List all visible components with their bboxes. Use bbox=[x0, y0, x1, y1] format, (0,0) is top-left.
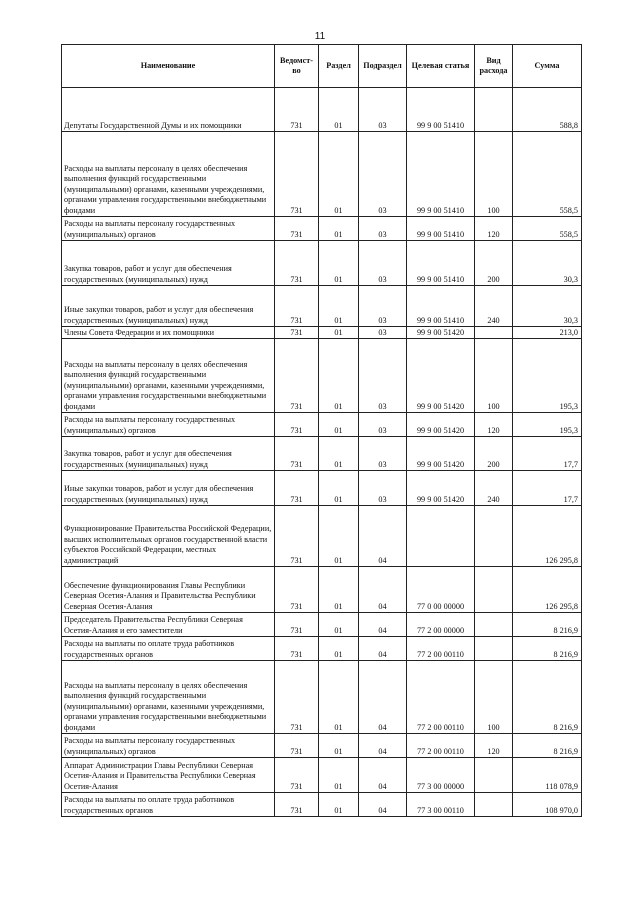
header-subsection: Подраздел bbox=[359, 45, 407, 88]
row-name: Аппарат Администрации Главы Республики Северная Осетия-Алания и Правительства Республики Северная Осетия-Алания bbox=[62, 758, 275, 793]
row-subsection: 03 bbox=[359, 132, 407, 217]
row-section: 01 bbox=[319, 241, 359, 286]
header-amount: Сумма bbox=[513, 45, 582, 88]
row-expense-type: 200 bbox=[475, 241, 513, 286]
row-section: 01 bbox=[319, 637, 359, 661]
row-subsection: 03 bbox=[359, 471, 407, 506]
row-subsection: 04 bbox=[359, 613, 407, 637]
table-row bbox=[62, 661, 582, 734]
row-subsection: 03 bbox=[359, 286, 407, 327]
row-expense-type: 100 bbox=[475, 132, 513, 217]
row-target-article: 99 9 00 51420 bbox=[407, 437, 475, 471]
row-subsection: 04 bbox=[359, 637, 407, 661]
header-target-article: Целевая статья bbox=[407, 45, 475, 88]
row-amount: 118 078,9 bbox=[513, 758, 582, 793]
table-row bbox=[62, 217, 582, 241]
row-target-article: 99 9 00 51420 bbox=[407, 327, 475, 339]
row-department: 731 bbox=[275, 567, 319, 613]
table-row bbox=[62, 413, 582, 437]
row-subsection: 04 bbox=[359, 758, 407, 793]
row-section: 01 bbox=[319, 506, 359, 567]
row-department: 731 bbox=[275, 437, 319, 471]
row-subsection: 04 bbox=[359, 506, 407, 567]
row-expense-type bbox=[475, 88, 513, 132]
row-amount: 8 216,9 bbox=[513, 734, 582, 758]
row-target-article: 99 9 00 51410 bbox=[407, 88, 475, 132]
row-amount: 213,0 bbox=[513, 327, 582, 339]
header-section: Раздел bbox=[319, 45, 359, 88]
row-amount: 558,5 bbox=[513, 217, 582, 241]
row-amount: 8 216,9 bbox=[513, 613, 582, 637]
row-name: Расходы на выплаты по оплате труда работников государственных органов bbox=[62, 637, 275, 661]
row-expense-type bbox=[475, 793, 513, 817]
row-target-article: 99 9 00 51410 bbox=[407, 286, 475, 327]
budget-table bbox=[61, 44, 582, 817]
row-amount: 30,3 bbox=[513, 241, 582, 286]
row-name: Расходы на выплаты персоналу в целях обеспечения выполнения функций государственными (муниципальными) органами, казенными учреждениями, органами управления государственными внебюджетными фондами bbox=[62, 661, 275, 734]
row-expense-type bbox=[475, 567, 513, 613]
row-section: 01 bbox=[319, 661, 359, 734]
row-department: 731 bbox=[275, 217, 319, 241]
row-subsection: 04 bbox=[359, 793, 407, 817]
row-amount: 126 295,8 bbox=[513, 506, 582, 567]
row-target-article: 99 9 00 51410 bbox=[407, 217, 475, 241]
row-department: 731 bbox=[275, 286, 319, 327]
row-name: Члены Совета Федерации и их помощники bbox=[62, 327, 275, 339]
row-section: 01 bbox=[319, 471, 359, 506]
row-name: Депутаты Государственной Думы и их помощники bbox=[62, 88, 275, 132]
row-department: 731 bbox=[275, 793, 319, 817]
row-amount: 195,3 bbox=[513, 413, 582, 437]
row-expense-type bbox=[475, 637, 513, 661]
row-expense-type: 120 bbox=[475, 217, 513, 241]
row-expense-type: 240 bbox=[475, 471, 513, 506]
row-section: 01 bbox=[319, 132, 359, 217]
row-department: 731 bbox=[275, 132, 319, 217]
row-department: 731 bbox=[275, 471, 319, 506]
table-row bbox=[62, 241, 582, 286]
row-name: Расходы на выплаты персоналу государственных (муниципальных) органов bbox=[62, 413, 275, 437]
row-name: Функционирование Правительства Российской Федерации, высших исполнительных органов государственной власти субъектов Российской Федерации, местных администраций bbox=[62, 506, 275, 567]
table-header-row bbox=[62, 45, 582, 88]
row-target-article: 99 9 00 51410 bbox=[407, 241, 475, 286]
table-body bbox=[62, 88, 582, 817]
row-name: Расходы на выплаты персоналу в целях обеспечения выполнения функций государственными (муниципальными) органами, казенными учреждениями, органами управления государственными внебюджетными фондами bbox=[62, 132, 275, 217]
row-name: Расходы на выплаты персоналу государственных (муниципальных) органов bbox=[62, 734, 275, 758]
row-expense-type: 120 bbox=[475, 734, 513, 758]
header-expense-type: Вид расхода bbox=[475, 45, 513, 88]
row-expense-type: 100 bbox=[475, 339, 513, 413]
row-target-article: 77 2 00 00110 bbox=[407, 661, 475, 734]
row-subsection: 03 bbox=[359, 88, 407, 132]
row-amount: 108 970,0 bbox=[513, 793, 582, 817]
row-department: 731 bbox=[275, 506, 319, 567]
row-section: 01 bbox=[319, 286, 359, 327]
row-section: 01 bbox=[319, 327, 359, 339]
row-name: Расходы на выплаты по оплате труда работников государственных органов bbox=[62, 793, 275, 817]
row-amount: 558,5 bbox=[513, 132, 582, 217]
row-department: 731 bbox=[275, 661, 319, 734]
row-expense-type: 200 bbox=[475, 437, 513, 471]
table-row bbox=[62, 506, 582, 567]
row-department: 731 bbox=[275, 413, 319, 437]
row-name: Иные закупки товаров, работ и услуг для обеспечения государственных (муниципальных) нужд bbox=[62, 286, 275, 327]
row-section: 01 bbox=[319, 88, 359, 132]
row-expense-type: 240 bbox=[475, 286, 513, 327]
table-row bbox=[62, 637, 582, 661]
row-subsection: 03 bbox=[359, 217, 407, 241]
row-target-article: 77 2 00 00110 bbox=[407, 734, 475, 758]
row-subsection: 03 bbox=[359, 327, 407, 339]
row-target-article: 99 9 00 51420 bbox=[407, 471, 475, 506]
row-subsection: 04 bbox=[359, 734, 407, 758]
row-section: 01 bbox=[319, 413, 359, 437]
row-target-article: 77 3 00 00000 bbox=[407, 758, 475, 793]
row-section: 01 bbox=[319, 437, 359, 471]
row-subsection: 03 bbox=[359, 339, 407, 413]
row-expense-type bbox=[475, 613, 513, 637]
header-department: Ведомст-во bbox=[275, 45, 319, 88]
table-row bbox=[62, 339, 582, 413]
row-name: Расходы на выплаты персоналу государственных (муниципальных) органов bbox=[62, 217, 275, 241]
page-number: 11 bbox=[314, 31, 326, 42]
table-row bbox=[62, 567, 582, 613]
row-section: 01 bbox=[319, 734, 359, 758]
row-department: 731 bbox=[275, 339, 319, 413]
row-amount: 30,3 bbox=[513, 286, 582, 327]
table-row bbox=[62, 437, 582, 471]
row-subsection: 04 bbox=[359, 567, 407, 613]
table-row bbox=[62, 286, 582, 327]
row-amount: 17,7 bbox=[513, 437, 582, 471]
table-row bbox=[62, 132, 582, 217]
row-department: 731 bbox=[275, 613, 319, 637]
row-department: 731 bbox=[275, 637, 319, 661]
row-target-article: 77 2 00 00110 bbox=[407, 637, 475, 661]
row-subsection: 04 bbox=[359, 661, 407, 734]
table-row bbox=[62, 758, 582, 793]
row-subsection: 03 bbox=[359, 413, 407, 437]
row-target-article: 99 9 00 51420 bbox=[407, 339, 475, 413]
row-target-article bbox=[407, 506, 475, 567]
table-row bbox=[62, 613, 582, 637]
header-name: Наименование bbox=[62, 45, 275, 88]
row-name: Иные закупки товаров, работ и услуг для обеспечения государственных (муниципальных) нужд bbox=[62, 471, 275, 506]
row-amount: 588,8 bbox=[513, 88, 582, 132]
table-row bbox=[62, 793, 582, 817]
row-target-article: 77 0 00 00000 bbox=[407, 567, 475, 613]
row-department: 731 bbox=[275, 758, 319, 793]
row-name: Закупка товаров, работ и услуг для обеспечения государственных (муниципальных) нужд bbox=[62, 437, 275, 471]
row-target-article: 99 9 00 51420 bbox=[407, 413, 475, 437]
row-department: 731 bbox=[275, 88, 319, 132]
row-expense-type bbox=[475, 758, 513, 793]
row-expense-type bbox=[475, 327, 513, 339]
row-section: 01 bbox=[319, 567, 359, 613]
row-name: Расходы на выплаты персоналу в целях обеспечения выполнения функций государственными (муниципальными) органами, казенными учреждениями, органами управления государственными внебюджетными фондами bbox=[62, 339, 275, 413]
row-section: 01 bbox=[319, 758, 359, 793]
row-amount: 17,7 bbox=[513, 471, 582, 506]
row-section: 01 bbox=[319, 217, 359, 241]
table-row bbox=[62, 88, 582, 132]
row-section: 01 bbox=[319, 613, 359, 637]
row-target-article: 99 9 00 51410 bbox=[407, 132, 475, 217]
row-subsection: 03 bbox=[359, 241, 407, 286]
row-department: 731 bbox=[275, 327, 319, 339]
row-name: Закупка товаров, работ и услуг для обеспечения государственных (муниципальных) нужд bbox=[62, 241, 275, 286]
row-section: 01 bbox=[319, 339, 359, 413]
row-amount: 8 216,9 bbox=[513, 637, 582, 661]
row-amount: 126 295,8 bbox=[513, 567, 582, 613]
table-row bbox=[62, 327, 582, 339]
row-expense-type bbox=[475, 506, 513, 567]
row-name: Председатель Правительства Республики Северная Осетия-Алания и его заместители bbox=[62, 613, 275, 637]
row-department: 731 bbox=[275, 734, 319, 758]
row-expense-type: 120 bbox=[475, 413, 513, 437]
row-name: Обеспечение функционирования Главы Республики Северная Осетия-Алания и Правительства Республики Северная Осетия-Алания bbox=[62, 567, 275, 613]
row-amount: 8 216,9 bbox=[513, 661, 582, 734]
row-target-article: 77 2 00 00000 bbox=[407, 613, 475, 637]
table-row bbox=[62, 734, 582, 758]
row-target-article: 77 3 00 00110 bbox=[407, 793, 475, 817]
row-subsection: 03 bbox=[359, 437, 407, 471]
row-expense-type: 100 bbox=[475, 661, 513, 734]
row-amount: 195,3 bbox=[513, 339, 582, 413]
row-section: 01 bbox=[319, 793, 359, 817]
table-row bbox=[62, 471, 582, 506]
row-department: 731 bbox=[275, 241, 319, 286]
